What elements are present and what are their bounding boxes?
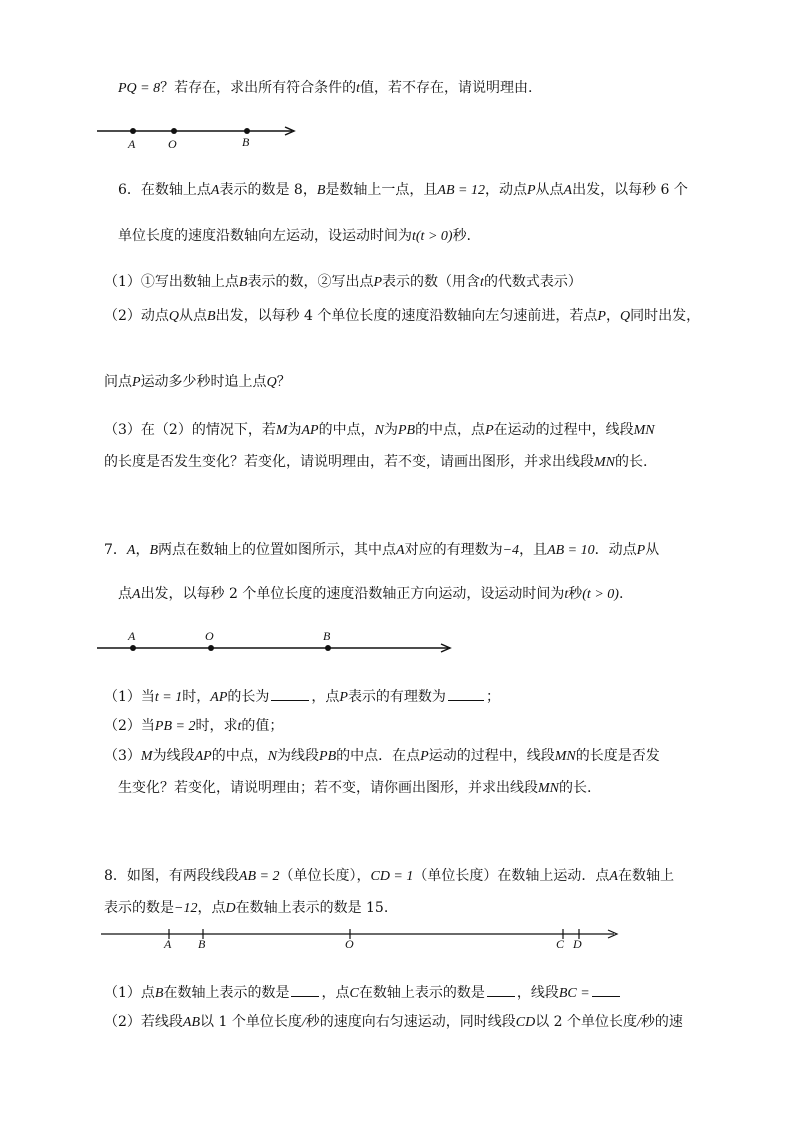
text: 表示的数，②写出点 (247, 274, 374, 290)
expr-t-cond: t(t > 0) (412, 229, 453, 244)
var-b: B (316, 183, 326, 198)
answer-blank[interactable] (592, 982, 620, 997)
var-p: P (526, 183, 536, 198)
var-c: C (349, 986, 359, 1001)
text: 以 1 个单位长度 (200, 1014, 302, 1030)
text: （2）动点 (104, 308, 169, 324)
text: 时， (182, 689, 211, 705)
text: ，点 (311, 689, 340, 705)
expr-t-cond: (t > 0) (582, 587, 619, 602)
text: 为线段 (277, 748, 320, 764)
var-t: t (237, 719, 242, 734)
var-b: B (207, 309, 216, 324)
text: 的中点， (318, 422, 375, 438)
text: 秒 (568, 586, 583, 602)
var-a: A (396, 543, 405, 558)
text: 以 2 个单位长度 (535, 1014, 637, 1030)
label-o: O (168, 137, 177, 151)
text: 从 (645, 542, 660, 558)
text: ， (605, 308, 620, 324)
text: （2）当 (104, 718, 155, 734)
text: 从点 (179, 308, 208, 324)
text: 秒. (452, 228, 472, 244)
expr-bc: BC = (558, 986, 590, 1001)
text: 6．在数轴上点 (118, 182, 211, 198)
expr-ab: AB = 12 (437, 183, 485, 198)
var-ap: AP (210, 690, 228, 705)
text: 的长度是否发 (575, 748, 660, 764)
var-pb: PB (319, 749, 337, 764)
value-neg12: −12 (174, 901, 198, 916)
var-b: B (154, 986, 164, 1001)
answer-blank[interactable] (487, 982, 515, 997)
label-c: C (556, 937, 565, 951)
var-a: A (563, 183, 573, 198)
text: （1）点 (104, 985, 155, 1001)
var-p: P (636, 543, 646, 558)
label-o: O (205, 629, 214, 643)
var-mn: MN (554, 749, 576, 764)
var-ab: AB (182, 1015, 201, 1030)
var-d: D (225, 901, 236, 916)
text: 两点在数轴上的位置如图所示，其中点 (158, 542, 397, 558)
text: 秒的速 (640, 1014, 683, 1030)
text: 表示的有理数为 (347, 689, 446, 705)
var-p: P (339, 690, 348, 705)
label-b: B (198, 937, 206, 951)
text: 对应的有理数为 (404, 542, 503, 558)
label-b: B (323, 629, 331, 643)
text: 的中点，点 (415, 422, 486, 438)
text: 出发，以每秒 6 个 (572, 182, 688, 198)
text: 生变化？若变化，请说明理由；若不变，请你画出图形，并求出线段 (118, 780, 538, 796)
var-cd: CD (515, 1015, 536, 1030)
text: 在运动的过程中，线段 (493, 422, 634, 438)
text: 表示的数（用含 (382, 274, 481, 290)
var-t: t (564, 587, 569, 602)
text: ，线段 (516, 985, 559, 1001)
var-b: B (149, 543, 159, 558)
text: 的长为 (227, 689, 270, 705)
label-b: B (242, 135, 250, 149)
text: 的代数式表示） (483, 274, 582, 290)
text: 的中点， (211, 748, 268, 764)
label-d: D (573, 937, 582, 951)
label-a: A (128, 137, 136, 151)
text: ，动点 (484, 182, 527, 198)
intro-tail: 值，若不存在，请说明理由. (360, 80, 533, 96)
text: 8．如图，有两段线段 (104, 868, 239, 884)
text: （2）若线段 (104, 1014, 183, 1030)
q8-part-2 (104, 1012, 683, 1033)
text: 运动多少秒时追上点 (140, 374, 267, 390)
var-m: M (275, 423, 288, 438)
text: 的长. (615, 454, 648, 470)
q8-part-1 (104, 982, 622, 1004)
text: 的长. (559, 780, 592, 796)
text: ．动点 (594, 542, 637, 558)
text: ； (485, 689, 500, 705)
var-mn: MN (538, 781, 559, 796)
var-n: N (267, 749, 278, 764)
var-m: M (140, 749, 153, 764)
var-p: P (420, 749, 429, 764)
var-ap: AP (301, 423, 319, 438)
text: 的值； (241, 718, 284, 734)
text: （3）在（2）的情况下，若 (104, 422, 276, 438)
var-n: N (374, 423, 384, 438)
text: 为 (287, 422, 302, 438)
text: 表示的数是 8， (219, 182, 317, 198)
var-mn: MN (633, 423, 655, 438)
text: 的中点．在点 (336, 748, 421, 764)
answer-blank[interactable] (291, 982, 319, 997)
text: 时，求 (195, 718, 238, 734)
text: 为 (383, 422, 398, 438)
text: ， (135, 542, 150, 558)
text: 问点 (104, 374, 132, 390)
text: （1）当 (104, 689, 155, 705)
var-a: A (132, 587, 141, 602)
label-o: O (345, 937, 354, 951)
pq-expression: PQ = 8 (118, 81, 161, 96)
var-ap: AP (194, 749, 212, 764)
expr-ab: AB = 2 (238, 869, 280, 884)
var-a: A (210, 183, 220, 198)
var-t: t (356, 81, 360, 96)
text: 从点 (535, 182, 564, 198)
var-pb: PB (397, 423, 416, 438)
var-mn: MN (594, 455, 615, 470)
text: ，点 (197, 900, 226, 916)
text: 出发，以每秒 2 个单位长度的速度沿数轴正方向运动，设运动时间为 (140, 586, 565, 602)
var-q: Q (266, 375, 277, 390)
var-q: Q (168, 309, 180, 324)
text: 单位长度的速度沿数轴向左运动，设运动时间为 (118, 228, 412, 244)
text: 同时出发， (630, 308, 701, 324)
text: ？ (276, 374, 291, 390)
text: （1）①写出数轴上点 (104, 274, 239, 290)
var-t: t (480, 275, 484, 290)
text: 点 (118, 586, 132, 602)
text: 在数轴上表示的数是 15. (235, 900, 389, 916)
text: 在数轴上表示的数是 (358, 985, 485, 1001)
text: 7． (104, 542, 127, 558)
slash: / (637, 1015, 641, 1030)
text: 的长度是否发生变化？若变化，请说明理由，若不变，请画出图形，并求出线段 (104, 454, 594, 470)
var-p: P (132, 375, 141, 390)
text: （单位长度）在数轴上运动．点 (413, 868, 610, 884)
value-neg4: −4 (502, 543, 520, 558)
var-b: B (238, 275, 248, 290)
text: 是数轴上一点，且 (325, 182, 438, 198)
expr-cd: CD = 1 (370, 869, 414, 884)
var-p: P (597, 309, 606, 324)
text: 运动的过程中，线段 (428, 748, 555, 764)
text: . (618, 586, 624, 602)
var-p: P (485, 423, 494, 438)
label-a: A (164, 937, 172, 951)
text: 表示的数是 (104, 900, 174, 916)
expr-t1: t = 1 (154, 690, 183, 705)
slash: / (301, 1015, 306, 1030)
var-a: A (126, 543, 136, 558)
label-a: A (128, 629, 136, 643)
text: 在数轴上表示的数是 (163, 985, 290, 1001)
text: 在数轴上 (617, 868, 674, 884)
text: 为线段 (152, 748, 195, 764)
var-p: P (373, 275, 383, 290)
text: （单位长度）， (279, 868, 371, 884)
intro-text: ？若存在，求出所有符合条件的 (160, 80, 357, 96)
var-q: Q (619, 309, 631, 324)
text: （3） (104, 748, 141, 764)
text: ，点 (321, 985, 350, 1001)
text: ，且 (519, 542, 548, 558)
var-a: A (609, 869, 618, 884)
text: 出发，以每秒 4 个单位长度的速度沿数轴向左匀速前进，若点 (215, 308, 598, 324)
expr-ab: AB = 10 (547, 543, 595, 558)
expr-pb: PB = 2 (154, 719, 196, 734)
text: 秒的速度向右匀速运动，同时线段 (305, 1014, 516, 1030)
